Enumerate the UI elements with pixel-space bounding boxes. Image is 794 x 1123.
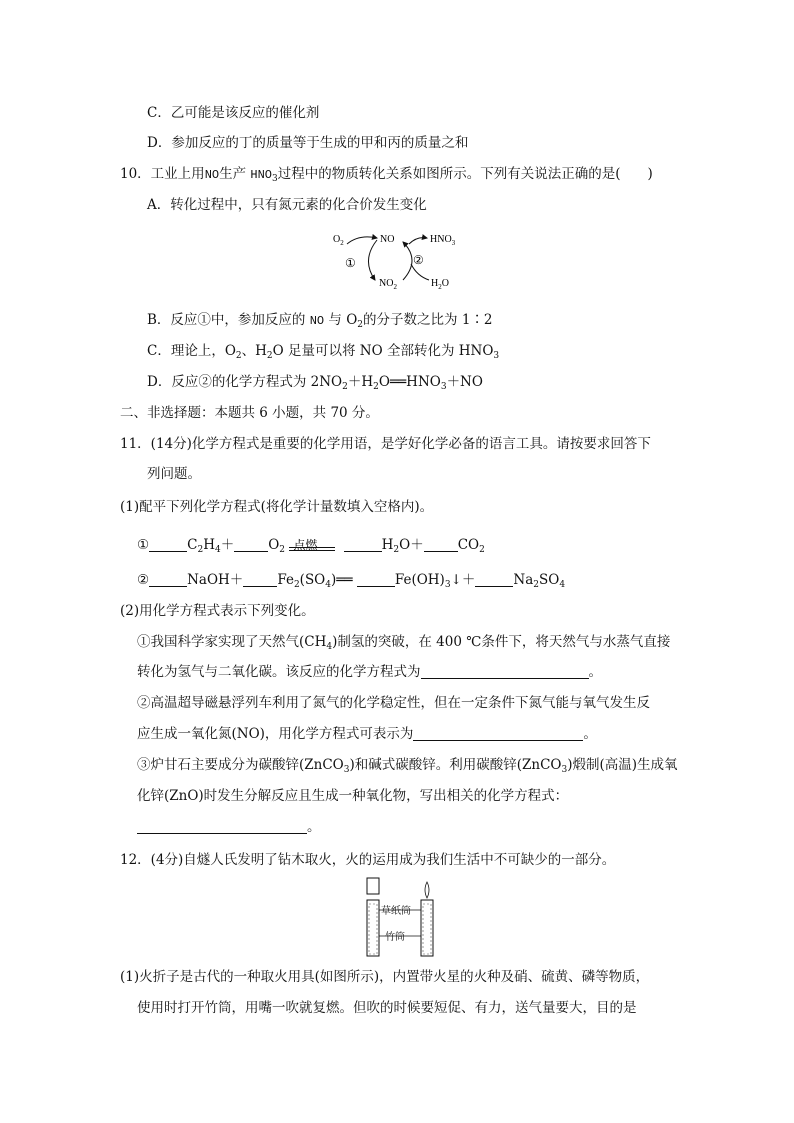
label-paper-tube: 草纸筒 <box>381 906 411 917</box>
nitrogen-cycle-diagram <box>325 224 470 294</box>
q11-sub2-line1: ②高温超导磁悬浮列车利用了氮气的化学稳定性，但在一定条件下氮气能与氧气发生反 <box>137 695 650 711</box>
diagram-o2: $O_2$ <box>333 234 344 247</box>
blank[interactable] <box>475 572 513 587</box>
blank[interactable] <box>344 537 382 552</box>
q11-equation-1: ① $C_2H_4+ O_2$ 点燃 $H_2O+ CO_2$ <box>137 537 485 555</box>
q12-part-1-line2: 使用时打开竹筒，用嘴一吹就复燃。但吹的时候要短促、有力，送气量要大，目的是 <box>137 1000 637 1016</box>
q9-option-d: D．参加反应的丁的质量等于生成的甲和丙的质量之和 <box>147 135 469 151</box>
arrow-to-hno3 <box>409 238 427 244</box>
q11-sub3-answer: 。 <box>137 817 321 837</box>
q10-option-a: A．转化过程中，只有氮元素的化合价发生变化 <box>147 197 427 213</box>
diagram-h2o: $H_2O$ <box>431 278 449 291</box>
answer-blank[interactable] <box>421 664 589 679</box>
q11-sub3-line2: 化锌(ZnO)时发生分解反应且生成一种氧化物，写出相关的化学方程式： <box>137 788 569 804</box>
q11-sub1-line2: 转化为氢气与二氧化碳。该反应的化学方程式为 。 <box>137 664 602 680</box>
q10-option-b: B．反应①中，参加反应的 NO 与 $O_2$的分子数之比为 1∶2 <box>147 312 493 330</box>
blank[interactable] <box>357 572 395 587</box>
diagram-no2: $NO_2$ <box>379 278 397 291</box>
blank[interactable] <box>149 537 187 552</box>
blank[interactable] <box>234 537 268 552</box>
q10-stem: 10．工业上用NO生产 $HNO_3$过程中的物质转化关系如图所示。下列有关说法正确的是( ) <box>120 166 653 184</box>
q10-option-c: C．理论上，$O_2$、$H_2O$ 足量可以将 NO 全部转化为 $HNO_3$ <box>147 343 500 361</box>
q11-part-2: (2)用化学方程式表示下列变化。 <box>120 603 315 619</box>
q11-part-1: (1)配平下列化学方程式(将化学计量数填入空格内)。 <box>120 499 434 515</box>
q11-sub2-line2: 应生成一氧化氮(NO)，用化学方程式可表示为 。 <box>137 726 597 742</box>
arrow-no-to-no2 <box>368 240 377 280</box>
q10-option-d: D．反应②的化学方程式为 $2NO_2+H_2O══HNO_3+NO$ <box>147 374 483 392</box>
arrow-o2-to-no <box>347 237 377 244</box>
cap-left <box>367 878 379 894</box>
q9-option-c: C．乙可能是该反应的催化剂 <box>147 105 320 121</box>
diagram-step-2: ② <box>413 253 424 267</box>
answer-blank[interactable] <box>413 726 583 741</box>
blank[interactable] <box>424 537 458 552</box>
section-heading: 二、非选择题：本题共 6 小题，共 70 分。 <box>120 405 379 421</box>
q12-stem: 12．(4分)自燧人氏发明了钻木取火，火的运用成为我们生活中不可缺少的一部分。 <box>120 852 616 868</box>
q12-part-1-line1: (1)火折子是古代的一种取火用具(如图所示)，内置带火星的火种及硝、硫黄、磷等物质， <box>120 969 650 985</box>
q11-sub3-line1: ③炉甘石主要成分为碳酸锌(ZnCO$_3$)和碱式碳酸锌。利用碳酸锌(ZnCO$_3$)煅制(高温)生成氧 <box>137 757 678 775</box>
fire-starter-figure <box>345 876 445 958</box>
blank[interactable] <box>149 572 187 587</box>
q11-equation-2: ② NaOH＋ $Fe_2(SO_4)══$ $Fe(OH)_3↓+ Na_2SO_4$ <box>137 572 566 590</box>
label-bamboo-tube: 竹筒 <box>385 932 405 943</box>
blank[interactable] <box>243 572 277 587</box>
flame-icon <box>425 882 429 898</box>
diagram-no: NO <box>380 234 395 245</box>
q11-stem-cont: 列问题。 <box>147 466 201 482</box>
q11-sub1-line1: ①我国科学家实现了天然气$(CH_4)$制氢的突破，在 400 ℃条件下，将天然气与水蒸气直接 <box>137 634 671 652</box>
q11-stem: 11．(14分)化学方程式是重要的化学用语，是学好化学必备的语言工具。请按要求回答下 <box>120 436 651 452</box>
diagram-hno3: $HNO_3$ <box>430 234 456 247</box>
arrow-no2-to-no <box>403 242 412 280</box>
diagram-step-1: ① <box>345 256 356 270</box>
answer-blank[interactable] <box>137 819 307 834</box>
